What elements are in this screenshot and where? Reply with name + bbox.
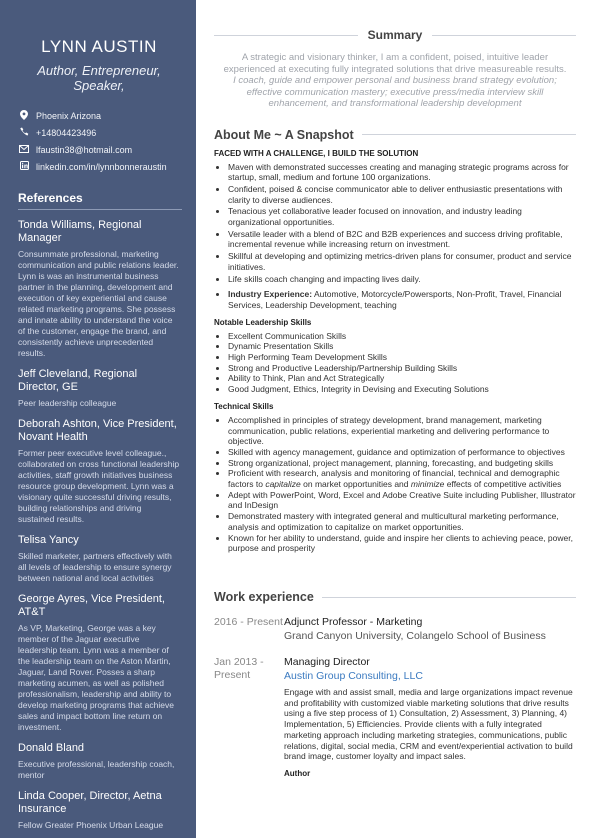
email-icon — [18, 145, 30, 155]
challenge-heading: FACED WITH A CHALLENGE, I BUILD THE SOLUTION — [214, 148, 419, 158]
list-item: • Skillful at developing and optimizing metrics-driven plans for consumer, product and service initiatives. — [228, 251, 576, 272]
list-item: • Strong organizational, project management, planning, forecasting, and budgeting skills — [228, 458, 576, 469]
reference-desc: Executive professional, leadership coach, mentor — [18, 759, 175, 780]
reference-item — [18, 742, 180, 781]
job-entry — [214, 616, 576, 644]
list-item: • Dynamic Presentation Skills — [228, 341, 576, 352]
list-item: • Good Judgment, Ethics, Integrity in Devising and Executing Solutions — [228, 384, 576, 395]
contact-email-text[interactable]: lfaustin38@hotmail.com — [36, 144, 133, 155]
list-item: • Ability to Think, Plan and Act Strategically — [228, 373, 576, 384]
job-desc: Engage with and assist small, media and large organizations impact revenue and profitability with customized viable marketing solutions that drive results using a five step process of 1) Consultation, 2) Assessment, 3) Planning, 4) Implementation, 5) Efficiencies. Provide clients with a fully integrated marketing approach including marketing strategies, communications, public relations, digital, social media, CRM and event/experiential activation to build brand image, customer loyalty and impact sales. — [284, 687, 573, 762]
divider — [214, 35, 358, 36]
reference-name: Linda Cooper, Director, Aetna Insurance — [18, 790, 162, 815]
summary-header — [214, 28, 576, 42]
job-org: Grand Canyon University, Colangelo School of Business — [284, 630, 546, 642]
contact-email[interactable] — [18, 141, 180, 158]
divider — [432, 35, 576, 36]
list-item — [228, 289, 576, 310]
reference-item — [18, 368, 180, 409]
text-part: capitalize — [265, 479, 301, 490]
reference-item — [18, 219, 180, 359]
profile-tagline: Author, Entrepreneur, Speaker, — [37, 63, 161, 93]
job-role: Adjunct Professor - Marketing — [284, 616, 423, 628]
list-item: • Accomplished in principles of strategy development, brand management, marketing communication, public relations, experiential marketing and delivering performance to objective. — [228, 415, 576, 447]
text-part: minimize — [410, 479, 445, 490]
about-header — [214, 128, 576, 142]
reference-name: Telisa Yancy — [18, 534, 79, 546]
list-item: • Tenacious yet collaborative leader focused on innovation, and industry leading organizational opportunities. — [228, 206, 576, 227]
sidebar — [0, 0, 196, 838]
job-entry — [214, 656, 576, 778]
reference-item — [18, 534, 180, 584]
references-heading: References — [18, 191, 182, 210]
list-item: • Excellent Communication Skills — [228, 331, 576, 342]
reference-item — [18, 593, 180, 733]
industry-text: Automotive, Motorcycle/Powersports, Non-Profit, Travel, Financial Services, Leadership Development, teaching — [228, 289, 562, 310]
main-content — [196, 0, 594, 838]
text-part: Proficient with research, analysis and monitoring of financial, technical and demographic factors to — [228, 468, 560, 490]
reference-name: Jeff Cleveland, Regional Director, GE — [18, 368, 138, 393]
contact-list — [18, 107, 180, 175]
summary-text — [214, 52, 576, 110]
list-item: • Demonstrated mastery with integrated general and multicultural marketing performance, analysis and optimization to capitalize on market opportunities. — [228, 511, 576, 532]
list-item: • Life skills coach changing and impacting lives daily. — [228, 274, 576, 285]
text-part: effects of competitive activities — [444, 479, 562, 490]
challenge-list — [214, 162, 576, 311]
reference-item — [18, 418, 180, 525]
reference-desc: Consummate professional, marketing communication and public relations leader. Lynn is was an instrumental business partner in the planning, development and execution of key experiential and cause related marketing programs. She possess and innate ability to understand the voice of the customer, engage the brand, and consistently achieve unprecedented results. — [18, 249, 179, 358]
reference-name: George Ayres, Vice President, AT&T — [18, 593, 165, 618]
job-org-link[interactable]: Austin Group Consulting, LLC — [284, 670, 423, 682]
job-date: Jan 2013 - Present — [214, 656, 264, 681]
summary-title: Summary — [367, 28, 423, 42]
reference-name: Donald Bland — [18, 742, 85, 754]
contact-location — [18, 107, 180, 124]
list-item: • High Performing Team Development Skills — [228, 352, 576, 363]
list-item: • Strong and Productive Leadership/Partnership Building Skills — [228, 363, 576, 374]
contact-linkedin[interactable] — [18, 158, 180, 175]
list-item: • Maven with demonstrated successes creating and managing strategic programs across for startup, small, medium and fortune 100 organizations. — [228, 162, 576, 183]
about-title: About Me ~ A Snapshot — [214, 127, 354, 142]
reference-desc: Peer leadership colleague — [18, 398, 117, 408]
contact-phone-text[interactable]: +14804423496 — [36, 127, 97, 138]
leadership-list — [214, 331, 576, 395]
list-item: • Skilled with agency management, guidance and optimization of performance to objectives — [228, 447, 576, 458]
list-item: • Versatile leader with a blend of B2C and B2B experiences and success driving profitable, incremental revenue while increasing return on investment. — [228, 229, 576, 250]
work-title: Work experience — [214, 590, 314, 604]
list-item: • Confident, poised & concise communicator able to deliver enthusiastic presentations with clarity to diverse audiences. — [228, 184, 576, 205]
reference-desc: Skilled marketer, partners effectively with all levels of leadership to ensure synergy between national and local activities — [18, 551, 172, 583]
work-header — [214, 590, 576, 604]
technical-list — [214, 415, 576, 554]
reference-desc: As VP, Marketing, George was a key member of the Jaguar executive leadership team. Lynn was a member of the leadership team on the Aston Martin, Jaguar, Land Rover. Posses a sharp marketing acumen, as well as polished professionalism, leadership and ability to develop marketing programs that achieve sales and impact bottom line return on investment. — [18, 623, 174, 732]
list-item: • Adept with PowerPoint, Word, Excel and Adobe Creative Suite including Publisher, Illustrator and InDesign — [228, 490, 576, 511]
linkedin-icon — [18, 161, 30, 172]
location-pin-icon — [18, 110, 30, 122]
job-role: Managing Director — [284, 656, 370, 668]
contact-location-text: Phoenix Arizona — [36, 110, 102, 121]
phone-icon — [18, 127, 30, 138]
reference-name: Tonda Williams, Regional Manager — [18, 219, 142, 244]
reference-desc: Former peer executive level colleague., collaborated on cross functional leadership activities, staff growth initiatives business resource group development. Lynn was a visionary quite successful driving results, building relationships and driving sustained results. — [18, 448, 180, 524]
profile-name: LYNN AUSTIN — [41, 37, 157, 56]
reference-item — [18, 790, 180, 831]
summary-lead: A strategic and visionary thinker, I am a confident, poised, intuitive leader experienced at executing fully integrated solutions that drive measureable results. — [223, 52, 567, 75]
contact-linkedin-text[interactable]: linkedin.com/in/lynnbonneraustin — [36, 161, 167, 172]
list-item — [228, 468, 576, 489]
technical-heading: Technical Skills — [214, 401, 274, 411]
reference-desc: Fellow Greater Phoenix Urban League — [18, 820, 164, 830]
reference-name: Deborah Ashton, Vice President, Novant Health — [18, 418, 177, 443]
text-part: on market opportunities and — [300, 479, 411, 490]
industry-label: Industry Experience: — [228, 289, 313, 300]
list-item: • Known for her ability to understand, guide and inspire her clients to achieving peace, power, purpose and prosperity — [228, 533, 576, 554]
leadership-heading: Notable Leadership Skills — [214, 317, 312, 327]
job-tag: Author — [284, 768, 311, 778]
job-date: 2016 - Present — [214, 616, 283, 628]
divider — [362, 134, 576, 135]
divider — [322, 597, 576, 598]
job-body — [284, 616, 576, 644]
job-body — [284, 656, 576, 778]
contact-phone[interactable] — [18, 124, 180, 141]
summary-italic: I coach, guide and empower personal and business brand strategy evolution; effective communication mastery; executive press/media interview skill enhancement, and transformational leadership development — [233, 75, 557, 109]
